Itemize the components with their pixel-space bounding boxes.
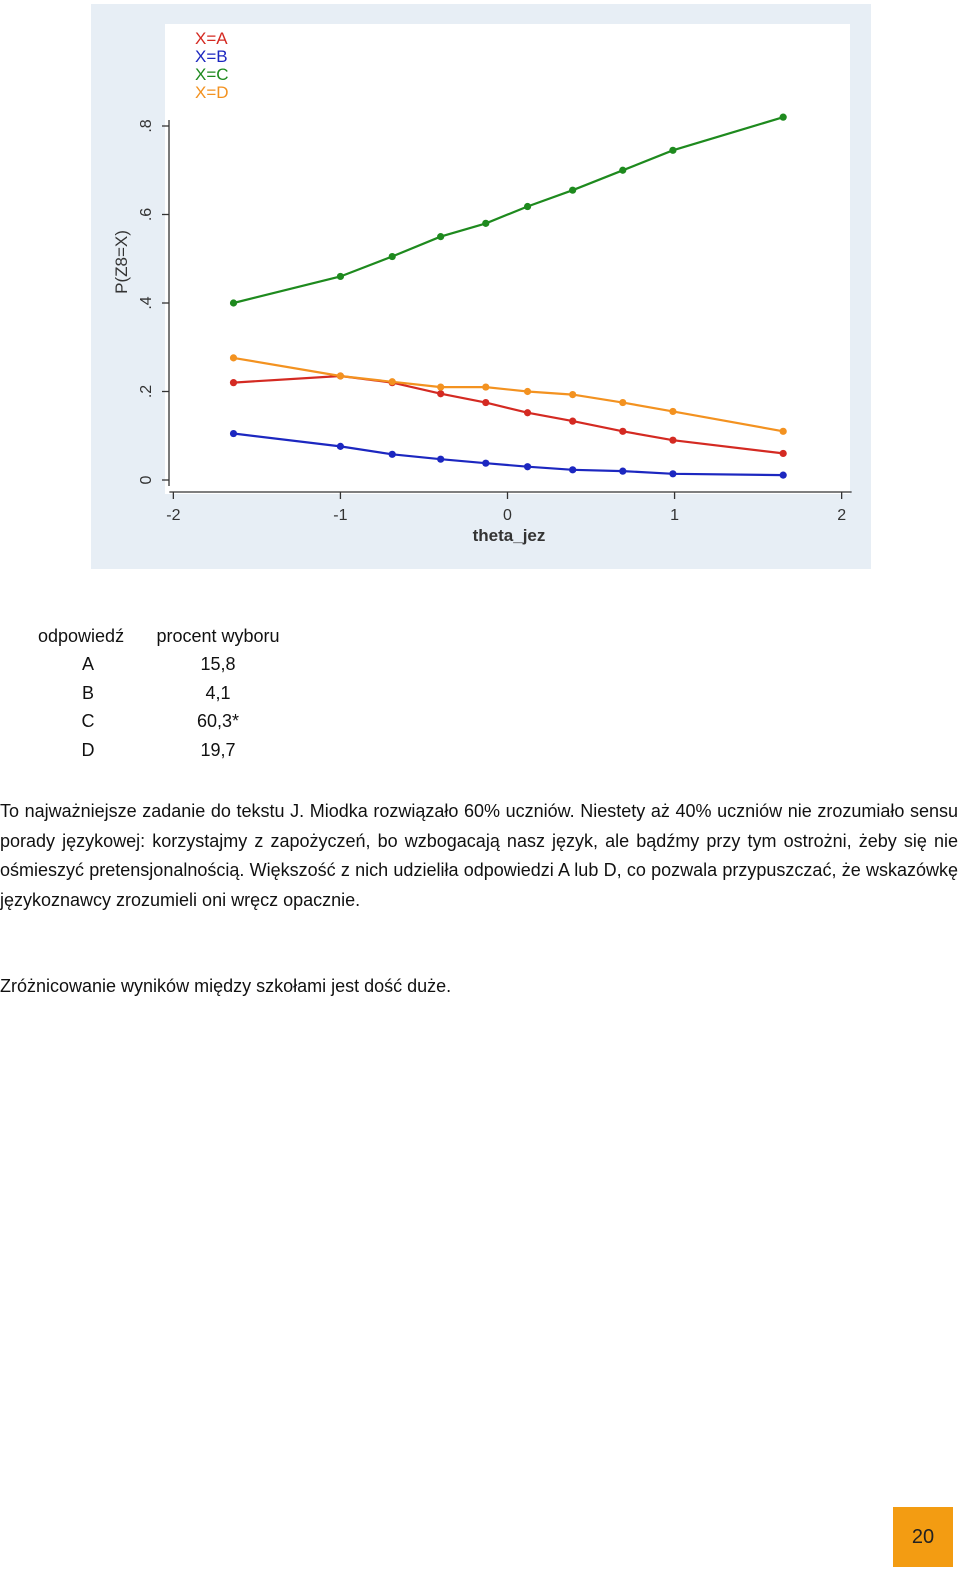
plot-area <box>165 24 850 494</box>
data-point <box>337 372 344 379</box>
data-point <box>389 451 396 458</box>
data-point <box>524 388 531 395</box>
data-point <box>524 463 531 470</box>
percent-cell: 19,7 <box>200 739 236 760</box>
header-answer: odpowiedź <box>38 625 125 646</box>
table-row <box>38 679 298 708</box>
y-tick-label: 0 <box>138 475 155 485</box>
data-point <box>482 383 489 390</box>
data-point <box>780 428 787 435</box>
data-point <box>389 378 396 385</box>
percent-cell: 15,8 <box>200 654 236 675</box>
data-point <box>569 391 576 398</box>
data-point <box>524 203 531 210</box>
data-point <box>230 430 237 437</box>
chart-panel <box>91 4 871 569</box>
table-row <box>38 736 298 765</box>
data-point <box>619 399 626 406</box>
data-point <box>569 418 576 425</box>
header-percent: procent wyboru <box>156 625 280 646</box>
summary-paragraph: Zróżnicowanie wyników między szkołami jest dość duże. <box>0 976 452 996</box>
data-point <box>780 450 787 457</box>
data-point <box>337 443 344 450</box>
x-tick-label: -2 <box>166 507 181 524</box>
data-point <box>669 437 676 444</box>
data-point <box>230 299 237 306</box>
data-point <box>437 390 444 397</box>
y-tick-label: .2 <box>138 384 155 399</box>
data-point <box>437 233 444 240</box>
data-point <box>482 399 489 406</box>
y-axis <box>138 119 169 486</box>
analysis-paragraph: To najważniejsze zadanie do tekstu J. Miodka rozwiązało 60% uczniów. Niestety aż 40% uczniów nie zrozumiało sensu porady językowej: korzystajmy z zapożyczeń, bo wzbogacają nasz język, ale bądźmy przy tym ostrożni, żeby się nie ośmieszyć pretensjonalnością. Większość z nich udzieliła odpowiedzi A lub D, co pozwala przypuszczać, że wskazówkę językoznawcy zrozumieli oni wręcz opacznie. <box>0 801 958 910</box>
x-tick-label: 0 <box>503 507 512 524</box>
data-point <box>619 428 626 435</box>
percent-cell: 4,1 <box>205 682 231 703</box>
answer-cell: D <box>81 739 95 760</box>
y-axis-label: P(Z8=X) <box>112 230 131 294</box>
data-point <box>389 253 396 260</box>
answer-cell: A <box>81 654 94 675</box>
x-axis-label: theta_jez <box>472 526 546 545</box>
percent-cell: 60,3* <box>196 711 240 732</box>
table-row <box>38 708 298 737</box>
answer-table <box>38 622 298 765</box>
data-point <box>780 114 787 121</box>
line-chart <box>91 4 871 569</box>
y-tick-label: .6 <box>138 207 155 222</box>
table-header-row <box>38 622 298 651</box>
x-tick-label: -1 <box>333 507 348 524</box>
data-point <box>569 466 576 473</box>
data-point <box>337 273 344 280</box>
data-point <box>230 354 237 361</box>
x-axis <box>166 492 851 524</box>
legend <box>195 29 229 102</box>
data-point <box>619 468 626 475</box>
page-number: 20 <box>893 1507 953 1567</box>
legend-entry: X=A <box>195 29 228 48</box>
x-tick-label: 2 <box>837 507 847 524</box>
legend-entry: X=B <box>195 47 228 66</box>
data-point <box>230 379 237 386</box>
legend-entry: X=D <box>195 83 229 102</box>
y-tick-label: .4 <box>138 296 155 310</box>
legend-entry: X=C <box>195 65 229 84</box>
data-point <box>619 167 626 174</box>
data-point <box>780 472 787 479</box>
data-point <box>437 383 444 390</box>
y-tick-label: .8 <box>138 119 155 133</box>
answer-cell: B <box>81 682 94 703</box>
data-point <box>482 220 489 227</box>
answer-cell: C <box>81 711 95 732</box>
data-point <box>669 147 676 154</box>
table-row <box>38 651 298 680</box>
data-point <box>524 409 531 416</box>
x-tick-label: 1 <box>670 507 680 524</box>
data-point <box>669 470 676 477</box>
data-point <box>669 408 676 415</box>
data-point <box>482 460 489 467</box>
data-point <box>569 187 576 194</box>
data-point <box>437 456 444 463</box>
